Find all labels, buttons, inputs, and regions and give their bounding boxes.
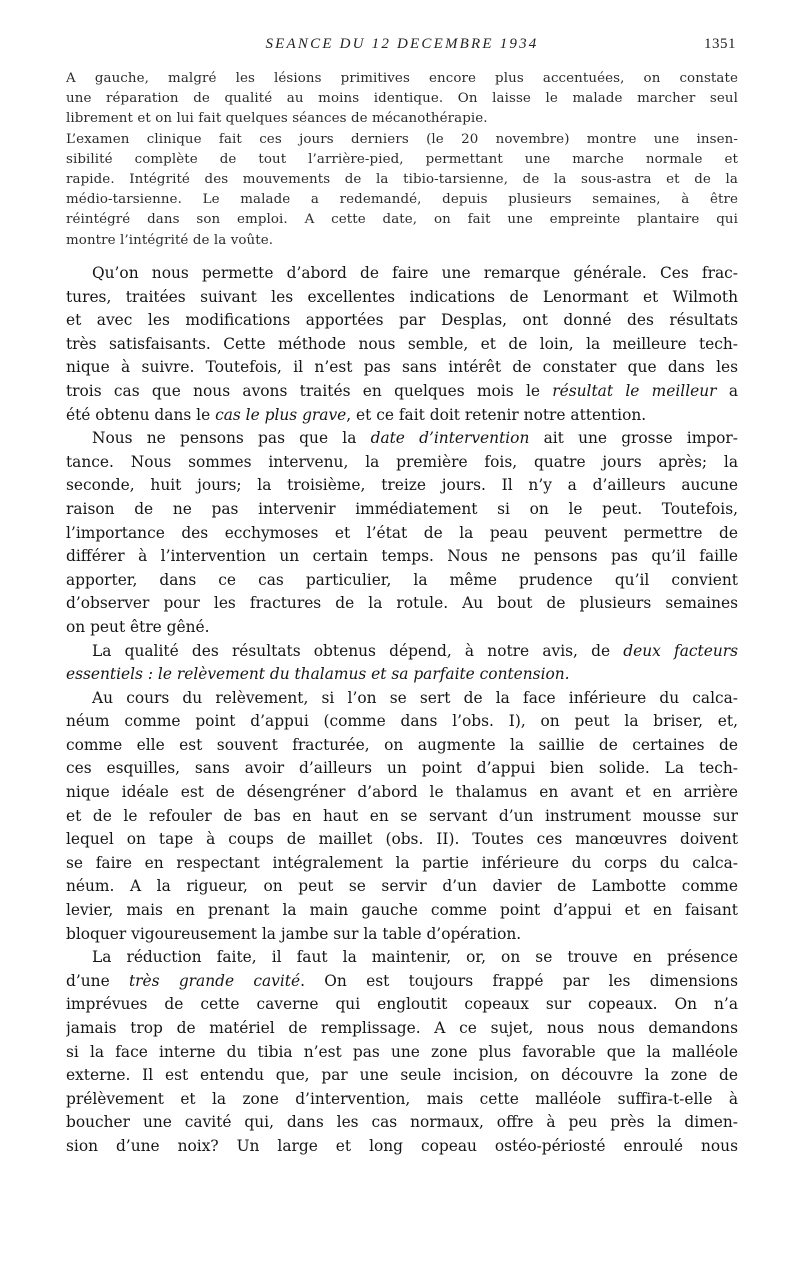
text-run: néum comme point d’appui (comme dans l’obs. I), on peut la briser, et, [66, 712, 738, 731]
text-line [66, 828, 738, 852]
text-run: comme elle est souvent fracturée, on augmente la saillie de certaines de [66, 735, 738, 754]
text-run: ces esquilles, sans avoir d’ailleurs un point d’appui bien solide. La tech- [66, 759, 738, 778]
text-line [66, 946, 738, 970]
text-run: très satisfaisants. Cette méthode nous semble, et de loin, la meilleure tech- [66, 334, 738, 353]
text-run: l’importance des ecchymoses et l’état de la peau peuvent permettre de [66, 523, 738, 542]
text-run: trois cas que nous avons traités en quelques mois le [66, 381, 553, 400]
text-run: seconde, huit jours; la troisième, treize jours. Il n’y a d’ailleurs aucune [66, 476, 738, 495]
text-line: sibilité complète de tout l’arrière-pied, permettant une marche normale et [66, 151, 738, 167]
italic-run: date d’intervention [370, 429, 530, 448]
text-line [66, 875, 738, 899]
text-run: néum. A la rigueur, on peut se servir d’un davier de Lambotte comme [66, 877, 738, 896]
text-run: d’observer pour les fractures de la rotule. Au bout de plusieurs semaines [66, 594, 738, 613]
text-line [66, 1017, 738, 1041]
text-line [66, 522, 738, 546]
text-line [66, 923, 738, 947]
text-line [66, 899, 738, 923]
italic-run: deux facteurs [623, 641, 738, 660]
text-run: et avec les modifications apportées par Desplas, ont donné des résultats [66, 311, 738, 330]
text-line: réintégré dans son emploi. A cette date, on fait une empreinte plantaire qui [66, 212, 738, 228]
text-line: médio-tarsienne. Le malade a redemandé, depuis plusieurs semaines, à être [66, 192, 738, 208]
text-run: se faire en respectant intégralement la partie inférieure du corps du calca- [66, 853, 738, 872]
text-line [66, 710, 738, 734]
text-run: jamais trop de matériel de remplissage. A ce sujet, nous nous demandons [66, 1019, 738, 1037]
text-line [66, 262, 738, 286]
text-line [66, 333, 738, 357]
text-run: externe. Il est entendu que, par une seule incision, on découvre la zone de [66, 1066, 738, 1085]
text-run: tures, traitées suivant les excellentes indications de Lenormant et Wilmoth [66, 287, 738, 306]
text-line [66, 1111, 738, 1135]
italic-run: essentiels : le relèvement du thalamus et sa parfaite contension. [66, 665, 570, 684]
text-line [66, 498, 738, 522]
page-header [66, 36, 738, 58]
text-run: ait une grosse impor- [529, 429, 738, 448]
text-line [66, 309, 738, 333]
text-line [66, 427, 738, 451]
text-run: boucher une cavité qui, dans les cas normaux, offre à peu près la dimen- [66, 1113, 738, 1132]
text-run: La réduction faite, il faut la maintenir, or, on se trouve en présence [92, 948, 738, 967]
text-line: L’examen clinique fait ces jours derniers (le 20 novembre) montre une insen- [66, 131, 738, 147]
text-line [66, 1088, 738, 1112]
text-line: A gauche, malgré les lésions primitives encore plus accentuées, on constate [66, 71, 738, 86]
text-line [66, 616, 738, 640]
text-run: imprévues de cette caverne qui engloutit copeaux sur copeaux. On n’a [66, 995, 738, 1014]
text-line [66, 545, 738, 569]
text-line [66, 663, 738, 687]
text-run: , et ce fait doit retenir notre attention. [346, 405, 647, 424]
text-line: une réparation de qualité au moins identique. On laisse le malade marcher seul [66, 91, 738, 107]
text-line [66, 970, 738, 994]
text-run: si la face interne du tibia n’est pas une zone plus favorable que la malléole [66, 1042, 738, 1061]
italic-run: cas le plus grave [215, 405, 347, 424]
text-line [66, 781, 738, 805]
text-line: librement et on lui fait quelques séances de mécanothérapie. [66, 111, 488, 127]
text-line [66, 380, 738, 404]
text-run: levier, mais en prenant la main gauche comme point d’appui et en faisant [66, 901, 738, 920]
italic-run: très grande cavité [128, 971, 301, 990]
text-line [66, 451, 738, 475]
text-line [66, 734, 738, 758]
text-run: a [716, 381, 738, 400]
text-run: et de le refouler de bas en haut en se servant d’un instrument mousse sur [66, 806, 738, 825]
text-run: on peut être gêné. [66, 617, 210, 636]
case-report-paragraph [66, 69, 738, 251]
text-run: d’une [66, 971, 129, 990]
text-line [66, 474, 738, 498]
text-line [66, 1064, 738, 1088]
text-run: différer à l’intervention un certain temps. Nous ne pensons pas qu’il faille [66, 547, 738, 566]
text-run: nique à suivre. Toutefois, il n’est pas sans intérêt de constater que dans les [66, 358, 738, 377]
page-number: 1351 [704, 36, 736, 52]
text-line [66, 640, 738, 664]
text-line [66, 757, 738, 781]
text-line: rapide. Intégrité des mouvements de la tibio-tarsienne, de la sous-astra et de la [66, 172, 738, 188]
text-run: Qu’on nous permette d’abord de faire une remarque générale. Ces frac- [92, 264, 738, 282]
text-run: raison de ne pas intervenir immédiatement si on le peut. Toutefois, [66, 499, 738, 518]
text-line [66, 805, 738, 829]
text-line [66, 569, 738, 593]
text-line [66, 404, 738, 428]
text-line [66, 1041, 738, 1065]
text-run: tance. Nous sommes intervenu, la première fois, quatre jours après; la [66, 452, 738, 471]
text-run: nique idéale est de désengréner d’abord le thalamus en avant et en arrière [66, 783, 738, 802]
text-run: été obtenu dans le [66, 405, 216, 424]
text-run: Nous ne pensons pas que la [92, 429, 371, 448]
italic-run: résultat le meilleur [552, 381, 717, 400]
text-run: prélèvement et la zone d’intervention, mais cette malléole suffira-t-elle à [66, 1089, 738, 1108]
discussion-body [66, 262, 738, 1159]
text-line [66, 592, 738, 616]
text-line: montre l’intégrité de la voûte. [66, 232, 274, 248]
text-line [66, 993, 738, 1017]
text-line [66, 687, 738, 711]
text-line [66, 852, 738, 876]
running-title: SEANCE DU 12 DECEMBRE 1934 [265, 36, 539, 52]
text-line [66, 1135, 738, 1159]
text-run: sion d’une noix? Un large et long copeau ostéo-périosté enroulé nous [66, 1136, 738, 1155]
text-run: apporter, dans ce cas particulier, la même prudence qu’il convient [66, 570, 738, 589]
text-run: lequel on tape à coups de maillet (obs. II). Toutes ces manœuvres doivent [66, 830, 738, 849]
text-run: La qualité des résultats obtenus dépend, à notre avis, de [92, 641, 624, 660]
text-run: Au cours du relèvement, si l’on se sert de la face inférieure du calca- [92, 688, 738, 707]
text-run: . On est toujours frappé par les dimensions [300, 971, 738, 990]
text-line [66, 356, 738, 380]
text-run: bloquer vigoureusement la jambe sur la table d’opération. [66, 924, 522, 943]
text-line [66, 286, 738, 310]
